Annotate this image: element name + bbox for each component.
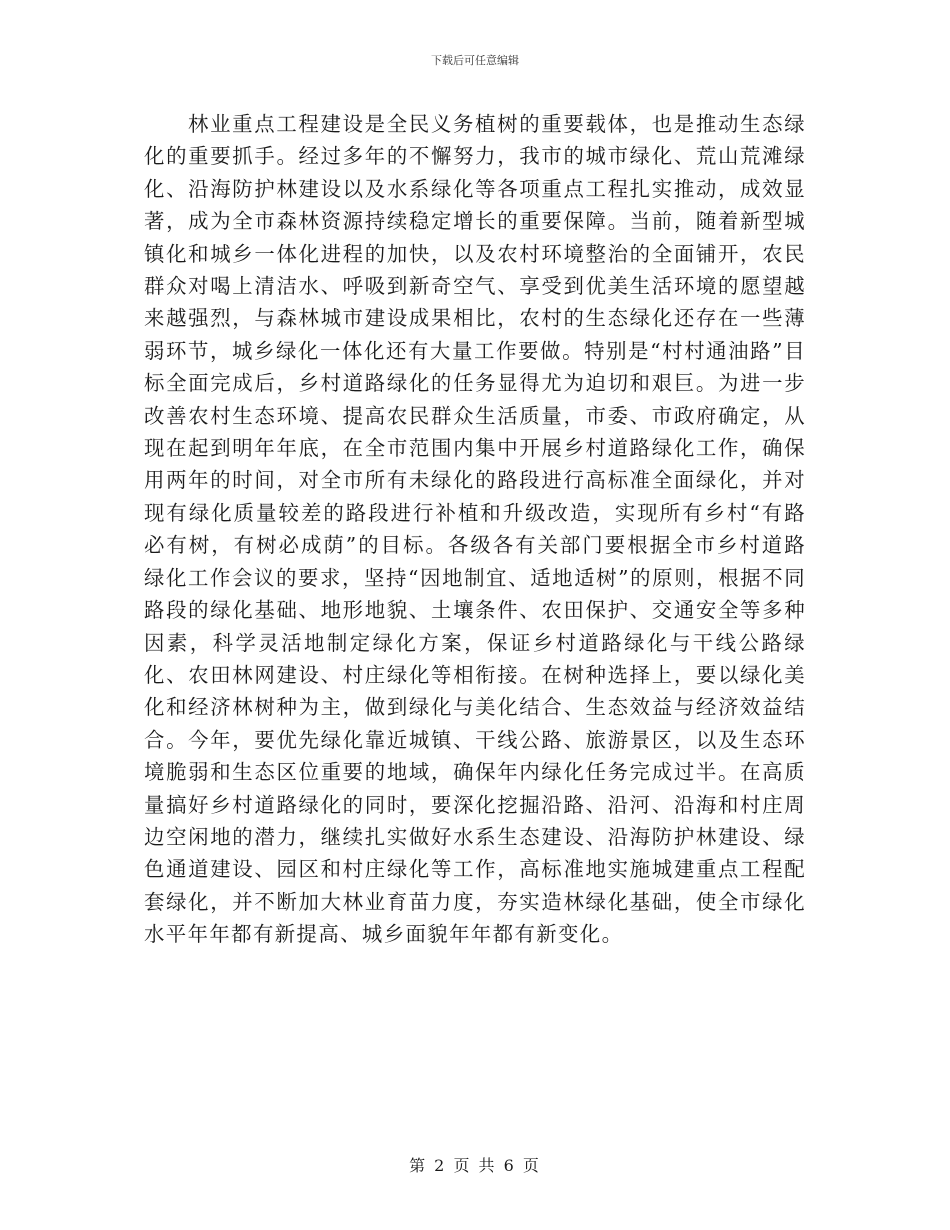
body-paragraph: 林业重点工程建设是全民义务植树的重要载体，也是推动生态绿化的重要抓手。经过多年的不懈努力，我市的城市绿化、荒山荒滩绿化、沿海防护林建设以及水系绿化等各项重点工程扎实推动，成效显著，成为全市森林资源持续稳定增长的重要保障。当前，随着新型城镇化和城乡一体化进程的加快，以及农村环境整治的全面铺开，农民群众对喝上清洁水、呼吸到新奇空气、享受到优美生活环境的愿望越来越强烈，与森林城市建设成果相比，农村的生态绿化还存在一些薄弱环节，城乡绿化一体化还有大量工作要做。特别是“村村通油路”目标全面完成后，乡村道路绿化的任务显得尤为迫切和艰巨。为进一步改善农村生态环境、提高农民群众生活质量，市委、市政府确定，从现在起到明年年底，在全市范围内集中开展乡村道路绿化工作，确保用两年的时间，对全市所有未绿化的路段进行高标准全面绿化，并对现有绿化质量较差的路段进行补植和升级改造，实现所有乡村“有路必有树，有树必成荫”的目标。各级各有关部门要根据全市乡村道路绿化工作会议的要求，坚持“因地制宜、适地适树”的原则，根据不同路段的绿化基础、地形地貌、土壤条件、农田保护、交通安全等多种因素，科学灵活地制定绿化方案，保证乡村道路绿化与干线公路绿化、农田林网建设、村庄绿化等相衔接。在树种选择上，要以绿化美化和经济林树种为主，做到绿化与美化结合、生态效益与经济效益结合。今年，要优先绿化靠近城镇、干线公路、旅游景区，以及生态环境脆弱和生态区位重要的地域，确保年内绿化任务完成过半。在高质量搞好乡村道路绿化的同时，要深化挖掘沿路、沿河、沿海和村庄周边空闲地的潜力，继续扎实做好水系生态建设、沿海防护林建设、绿色通道建设、园区和村庄绿化等工作，高标准地实施城建重点工程配套绿化，并不断加大林业育苗力度，夯实造林绿化基础，使全市绿化水平年年都有新提高、城乡面貌年年都有新变化。 (144, 112, 806, 947)
page-header-note: 下载后可任意编辑 (431, 54, 519, 67)
page-number: 第 2 页 共 6 页 (409, 1156, 541, 1175)
